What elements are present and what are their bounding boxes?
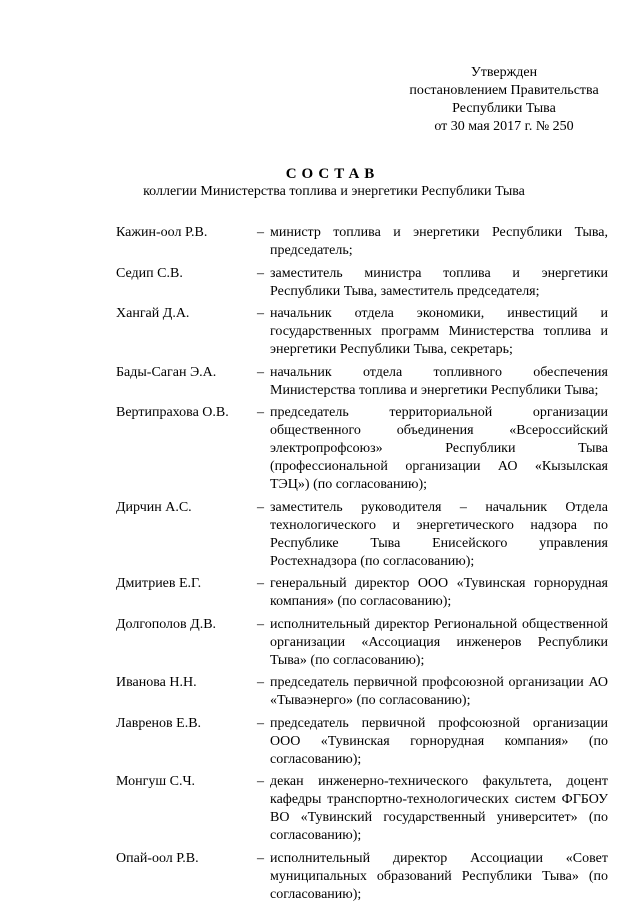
member-row [116, 404, 608, 494]
member-name: Вертипрахова О.В. [116, 405, 229, 420]
member-role: министр топлива и энергетики Республики Тыва, председатель; [270, 225, 608, 258]
approval-stamp [396, 64, 612, 136]
member-role: председатель территориальной организации общественного объединения «Всероссийский электропрофсоюз» Республики Тыва (профессиональной организации АО «Кызылская ТЭЦ») (по согласованию); [270, 405, 608, 492]
members-list [116, 224, 608, 908]
member-row [116, 773, 608, 845]
dash: – [257, 405, 264, 420]
member-row [116, 575, 608, 611]
member-name: Дирчин А.С. [116, 499, 192, 515]
dash: – [257, 774, 264, 789]
member-row [116, 850, 608, 904]
member-role: начальник отдела экономики, инвестиций и государственных программ Министерства топлива и энергетики Республики Тыва, секретарь; [270, 306, 608, 357]
member-name: Бады-Саган Э.А. [116, 364, 217, 380]
member-name: Лавренов Е.В. [116, 715, 202, 731]
member-role: председатель первичной профсоюзной организации АО «Тываэнерго» (по согласованию); [270, 675, 608, 708]
member-name: Кажин-оол Р.В. [116, 225, 208, 240]
member-role: исполнительный директор Региональной общественной организации «Ассоциация инженеров Республики Тыва» (по согласованию); [270, 616, 608, 668]
member-row [116, 616, 608, 670]
member-row [116, 674, 608, 710]
member-name: Иванова Н.Н. [116, 675, 197, 690]
approval-line: Утвержден [470, 65, 538, 80]
approval-line: от 30 мая 2017 г. № 250 [434, 119, 574, 134]
document-subtitle: коллегии Министерства топлива и энергетики Республики Тыва [143, 184, 525, 199]
dash: – [257, 576, 264, 591]
dash: – [257, 850, 264, 866]
dash: – [257, 364, 264, 380]
member-role: заместитель министра топлива и энергетики Республики Тыва, заместитель председателя; [270, 265, 608, 299]
dash: – [257, 225, 264, 240]
member-row [116, 305, 608, 359]
member-role: генеральный директор ООО «Тувинская горнорудная компания» (по согласованию); [270, 576, 608, 609]
dash: – [257, 675, 264, 690]
approval-line: постановлением Правительства [409, 83, 599, 98]
member-name: Хангай Д.А. [116, 306, 190, 321]
member-name: Седип С.В. [116, 265, 183, 281]
dash: – [257, 715, 264, 731]
member-row [116, 265, 608, 301]
member-role: председатель первичной профсоюзной организации ООО «Тувинская горнорудная компания» (по согласованию); [270, 715, 608, 767]
member-name: Монгуш С.Ч. [116, 774, 196, 789]
member-row [116, 364, 608, 400]
member-role: исполнительный директор Ассоциации «Совет муниципальных образований Республики Тыва» (по согласованию); [270, 850, 608, 902]
document-title: СОСТАВ [285, 166, 380, 182]
member-role: заместитель руководителя – начальник Отдела технологического и энергетического надзора по Республике Тыва Енисейского управления Ростехнадзора (по согласованию); [270, 499, 608, 569]
member-name: Опай-оол Р.В. [116, 850, 199, 866]
member-role: декан инженерно-технического факультета, доцент кафедры транспортно-технологических систем ФГБОУ ВО «Тувинский государственный университет» (по согласованию); [270, 774, 608, 843]
member-role: начальник отдела топливного обеспечения Министерства топлива и энергетики Республики Тыва; [270, 364, 608, 398]
approval-line: Республики Тыва [452, 101, 556, 116]
member-row [116, 715, 608, 769]
member-name: Долгополов Д.В. [116, 616, 217, 632]
dash: – [257, 306, 264, 321]
member-name: Дмитриев Е.Г. [116, 576, 202, 591]
member-row [116, 499, 608, 571]
member-row [116, 224, 608, 260]
dash: – [257, 265, 264, 281]
dash: – [257, 616, 264, 632]
dash: – [257, 499, 264, 515]
